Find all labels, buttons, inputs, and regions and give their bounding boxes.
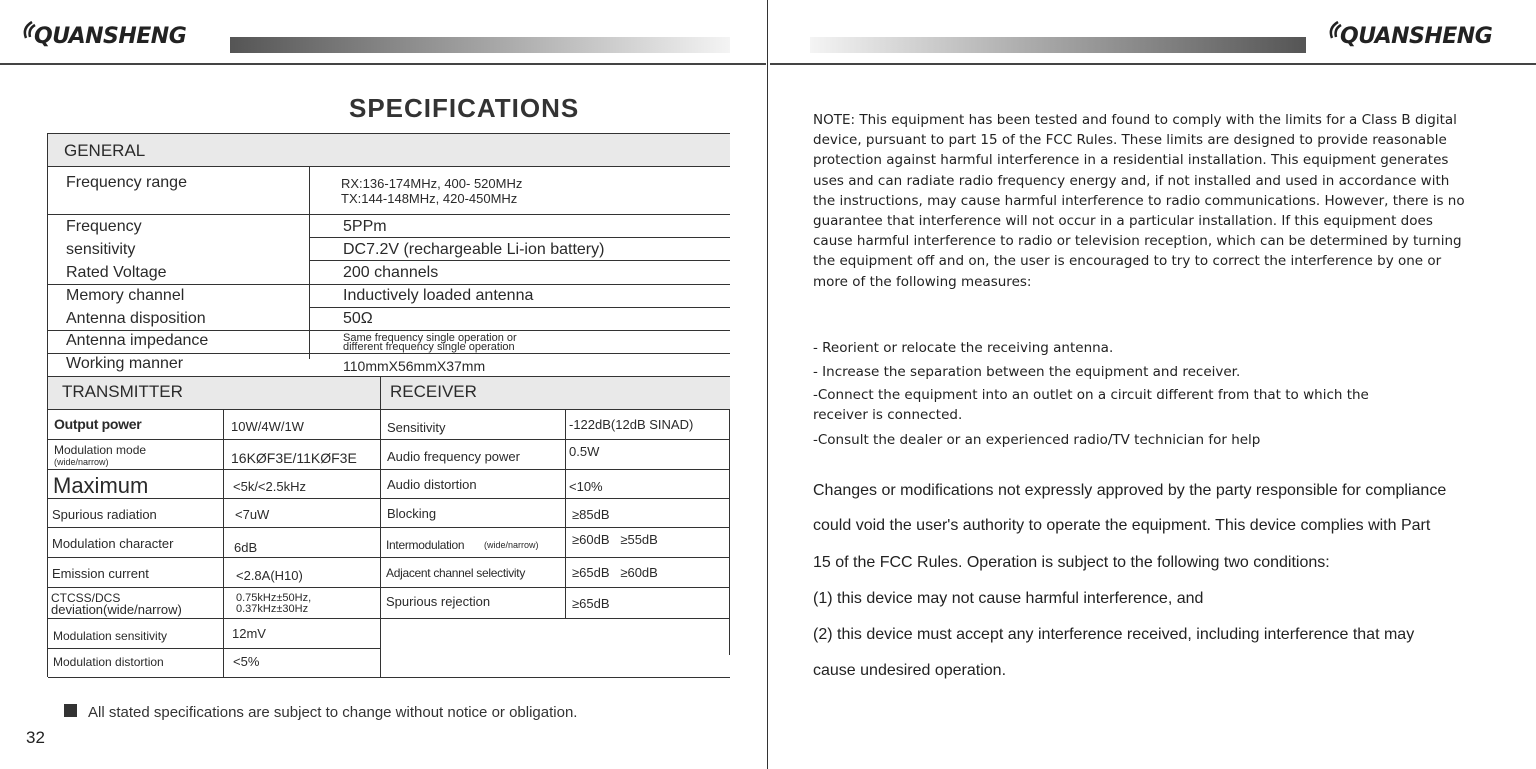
- header-gradient-bar-right: [810, 37, 1306, 53]
- rx-row-label: Audio frequency power: [387, 449, 520, 464]
- tx-row-value: 6dB: [234, 540, 258, 555]
- tx-row-label: Modulation mode: [54, 443, 147, 457]
- footnote-bullet-icon: [64, 704, 77, 717]
- rx-row-value: ≥60dB ≥55dB: [572, 532, 658, 547]
- general-row-label: Working manner: [66, 355, 184, 372]
- tx-row-label: Modulation sensitivity: [53, 629, 168, 643]
- fcc-changes-line: 15 of the FCC Rules. Operation is subject to the following two conditions:: [813, 554, 1330, 571]
- page-divider: [767, 0, 768, 769]
- general-row-value: 200 channels: [343, 264, 439, 281]
- brand-logo-text: QUANSHENG: [1340, 24, 1493, 49]
- receiver-section-label: RECEIVER: [390, 382, 477, 401]
- general-row-value: 110mmX56mmX37mm: [343, 358, 486, 374]
- fcc-changes-line: could void the user's authority to operate the equipment. This device complies with Part: [813, 517, 1431, 534]
- header-gradient-bar-left: [230, 37, 730, 53]
- fcc-condition-line: (1) this device may not cause harmful interference, and: [813, 590, 1204, 607]
- general-row-value: TX:144-148MHz, 420-450MHz: [341, 191, 518, 206]
- rx-row-value: ≥85dB: [572, 507, 610, 522]
- footnote-text: All stated specifications are subject to change without notice or obligation.: [88, 704, 578, 721]
- rx-row-label: Audio distortion: [387, 477, 477, 492]
- general-row-label: Frequency: [66, 218, 142, 235]
- signal-waves-icon: [1324, 20, 1342, 40]
- brand-logo-text: QUANSHENG: [34, 24, 187, 49]
- rx-row-value: -122dB(12dB SINAD): [569, 417, 694, 432]
- rx-row-value: ≥65dB: [572, 596, 610, 611]
- rx-row-sublabel: (wide/narrow): [484, 540, 539, 550]
- tx-row-label: Emission current: [52, 566, 149, 581]
- rx-row-label: Intermodulation: [386, 538, 465, 552]
- rx-row-label: Sensitivity: [387, 420, 446, 435]
- general-row-value: DC7.2V (rechargeable Li-ion battery): [343, 241, 605, 258]
- specifications-table: [47, 133, 730, 677]
- tx-row-label: deviation(wide/narrow): [51, 602, 182, 617]
- general-header-band: [48, 134, 730, 166]
- signal-waves-icon: [18, 20, 36, 40]
- fcc-measure-item: -Connect the equipment into an outlet on a circuit different from that to which the: [813, 387, 1369, 403]
- fcc-note-paragraph: NOTE: This equipment has been tested and found to comply with the limits for a Class B digital device, pursuant to part 15 of the FCC Rules. These limits are designed to provide reasonable protection against harmful interference in a residential installation. This equipment generates uses and can radiate radio frequency energy and, if not installed and used in accordance with the instructions, may cause harmful interference to radio communications. However, there is no guarantee that interference will not occur in a particular installation. If this equipment does cause harmful interference to radio or television reception, which can be determined by turning the equipment off and on, the user is encouraged to try to correct the interference by one or more of the following measures:: [813, 112, 1465, 290]
- page-title: SPECIFICATIONS: [349, 93, 580, 123]
- general-row-value: Same frequency single operation or: [343, 332, 517, 344]
- tx-row-label: Maximum: [53, 473, 149, 498]
- rx-row-value: 0.5W: [569, 444, 600, 459]
- tx-row-label: Output power: [54, 416, 142, 432]
- tx-row-value: <5k/<2.5kHz: [233, 479, 306, 494]
- tx-row-sublabel: (wide/narrow): [54, 457, 109, 467]
- rx-row-value: <10%: [569, 479, 603, 494]
- page-number: 32: [26, 728, 45, 747]
- general-row-value: Inductively loaded antenna: [343, 287, 534, 304]
- rx-row-label: Adjacent channel selectivity: [386, 566, 526, 580]
- general-row-value: RX:136-174MHz, 400- 520MHz: [341, 176, 523, 191]
- tx-row-value: 10W/4W/1W: [231, 419, 304, 434]
- tx-row-value: 12mV: [232, 626, 266, 641]
- fcc-measure-item: receiver is connected.: [813, 407, 963, 423]
- tx-row-label: Modulation character: [52, 536, 174, 551]
- header-rule-right: [770, 63, 1536, 65]
- fcc-condition-line: cause undesired operation.: [813, 662, 1007, 679]
- general-row-value: 5PPm: [343, 218, 387, 235]
- tx-row-value: 0.37kHz±30Hz: [236, 603, 309, 615]
- general-section-label: GENERAL: [64, 141, 146, 160]
- rx-row-label: Spurious rejection: [386, 594, 491, 609]
- rx-row-label: Blocking: [387, 506, 437, 521]
- fcc-measure-item: - Reorient or relocate the receiving antenna.: [813, 340, 1114, 356]
- rx-row-value: ≥65dB ≥60dB: [572, 565, 658, 580]
- general-row-label: Memory channel: [66, 287, 185, 304]
- tx-row-value: <2.8A(H10): [236, 568, 303, 583]
- general-row-label: Antenna impedance: [66, 332, 209, 349]
- general-row-label: Rated Voltage: [66, 264, 167, 281]
- tx-row-value: <5%: [233, 654, 260, 669]
- fcc-changes-line: Changes or modifications not expressly approved by the party responsible for compliance: [813, 482, 1447, 499]
- fcc-condition-line: (2) this device must accept any interference received, including interference that may: [813, 626, 1415, 643]
- fcc-measure-item: - Increase the separation between the equipment and receiver.: [813, 364, 1241, 380]
- tx-row-value: 16KØF3E/11KØF3E: [231, 450, 357, 466]
- tx-row-label: Spurious radiation: [52, 507, 157, 522]
- tx-row-value: <7uW: [235, 507, 270, 522]
- header-rule-left: [0, 63, 766, 65]
- general-row-label: Frequency range: [66, 174, 187, 191]
- tx-row-label: Modulation distortion: [53, 655, 164, 669]
- transmitter-section-label: TRANSMITTER: [62, 382, 183, 401]
- brand-logo-left: [16, 24, 186, 49]
- general-row-value: 50Ω: [343, 310, 373, 327]
- tx-row-label: CTCSS/DCS: [51, 591, 121, 605]
- general-row-label: Antenna disposition: [66, 310, 206, 327]
- tx-row-value: 0.75kHz±50Hz,: [236, 592, 312, 604]
- brand-logo-right: [1322, 24, 1492, 49]
- fcc-measure-item: -Consult the dealer or an experienced radio/TV technician for help: [813, 432, 1261, 448]
- general-row-value: different frequency single operation: [343, 341, 515, 353]
- general-row-label: sensitivity: [66, 241, 136, 258]
